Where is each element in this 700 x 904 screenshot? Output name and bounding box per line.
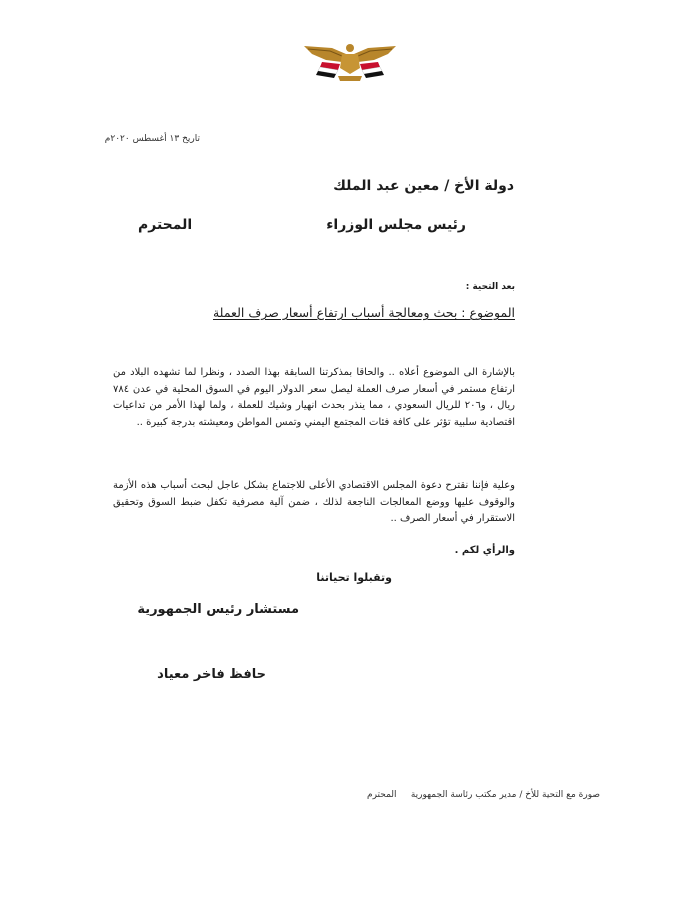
subject-line: الموضوع : بحث ومعالجة أسباب ارتفاع أسعار صرف العملة (212, 305, 515, 320)
copy-note: صورة مع التحية للأخ / مدير مكتب رئاسة الجمهورية المحترم (367, 790, 600, 800)
recipient-title: رئيس مجلس الوزراء (326, 217, 466, 233)
regards-line: وتقبلوا تحياتنا (316, 571, 392, 584)
body-paragraph: بالإشارة الى الموضوع أعلاه .. والحاقا بمذكرتنا السابقة بهذا الصدد ، ونظرا لما تشهده البلاد من ارتفاع مستمر في أسعار صرف العملة ليصل سعر الدولار اليوم في السوق المحلية في عدن ٧٨٤ ريال ، و٢٠٦ للريال السعودي ، مما ينذر بحدث انهيار وشيك للعملة ، ولما لهذا الأمر من تداعيات اقتصادية سلبية تؤثر على كافة فئات المجتمع اليمني وتمس المواطن ومعيشته بدرجة كبيرة .. (113, 367, 515, 428)
recipient-name: دولة الأخ / معين عبد الملك (333, 178, 514, 194)
greeting: بعد التحية : (465, 282, 515, 292)
signatory-title: مستشار رئيس الجمهورية (137, 602, 299, 617)
body-paragraph: وعلية فإننا نقترح دعوة المجلس الاقتصادي الأعلى للاجتماع بشكل عاجل لبحث أسباب هذه الأزمة والوقوف عليها ووضع المعالجات الناجعة لذلك ، ضمن آلية مصرفية تكفل ضبط السوق وتحقيق الاستقرار في أسعار الصرف .. (113, 480, 515, 524)
letter-date: تاريخ ١٣ أغسطس ٢٠٢٠م (104, 134, 200, 144)
recipient-honorific: المحترم (138, 217, 193, 233)
closing-line: والرأي لكم . (454, 545, 515, 556)
signatory-name: حافظ فاخر معياد (157, 667, 266, 682)
eagle-emblem-icon (302, 40, 398, 82)
